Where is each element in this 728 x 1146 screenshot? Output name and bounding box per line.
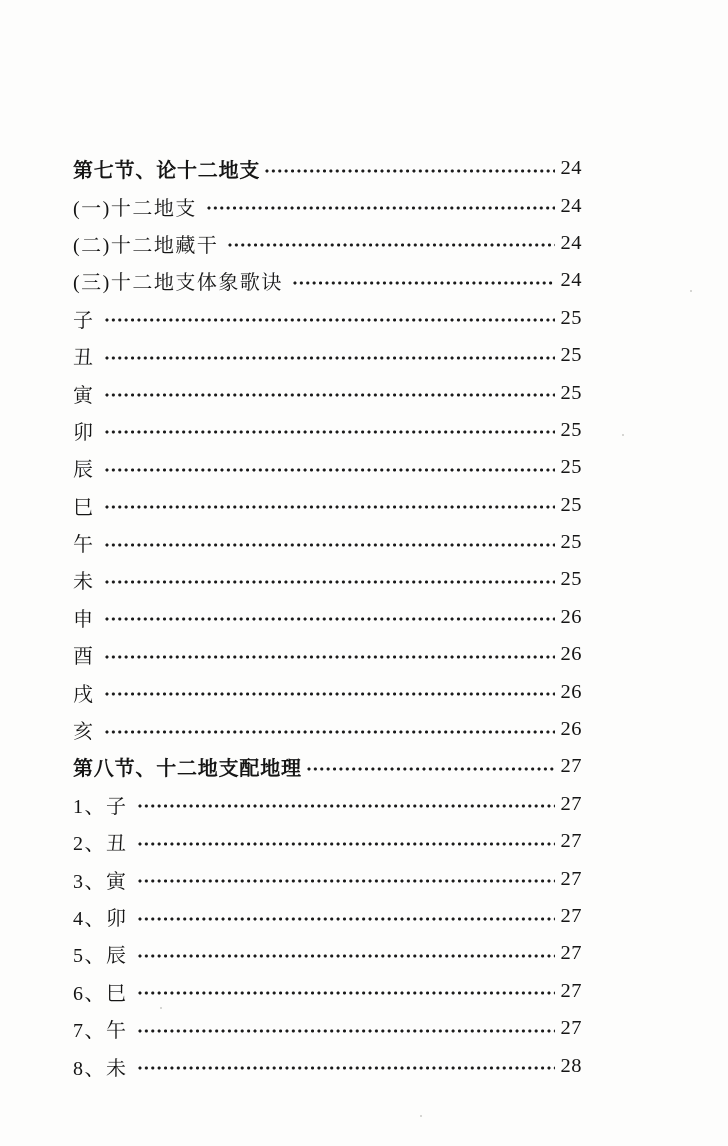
toc-entry [73,225,582,262]
toc-entry [73,748,582,785]
dot-leader [104,729,556,735]
dot-leader [137,1065,556,1071]
toc-entry-page: 25 [560,306,582,329]
toc-entry-label: 6、巳 [73,982,128,1005]
toc-entry-page: 25 [560,344,582,367]
toc-entry [73,599,582,636]
toc-entry-label: 7、午 [73,1020,128,1043]
toc-entry-page: 28 [560,1054,582,1077]
toc-list [73,150,582,1085]
toc-entry [73,1047,582,1084]
toc-entry-page: 27 [560,942,582,965]
toc-entry-page: 27 [560,755,582,778]
scan-speck [690,290,692,292]
toc-entry-page: 27 [560,979,582,1002]
toc-entry-label: 未 [73,571,95,594]
toc-entry-label: 2、丑 [73,833,128,856]
toc-entry-page: 24 [560,231,582,254]
dot-leader [104,616,556,622]
toc-entry [73,524,582,561]
toc-entry-page: 26 [560,680,582,703]
dot-leader [104,542,556,548]
toc-entry [73,412,582,449]
toc-entry-page: 27 [560,905,582,927]
dot-leader [104,691,556,697]
toc-entry-label: 1、子 [73,795,128,818]
toc-entry-page: 25 [560,493,582,516]
toc-entry-label: 3、寅 [73,870,128,893]
toc-entry-page: 26 [560,643,582,666]
toc-entry-label: (三)十二地支体象歌诀 [73,272,283,295]
toc-entry-label: 子 [73,309,95,332]
toc-entry [73,973,582,1010]
toc-entry [73,150,582,187]
dot-leader [104,654,556,660]
toc-entry-page: 24 [560,194,582,217]
toc-entry-label: 丑 [73,347,95,370]
toc-entry-label: 申 [73,608,95,631]
scan-speck [622,434,624,436]
toc-entry-page: 27 [560,830,582,853]
toc-entry [73,337,582,374]
dot-leader [104,467,556,473]
dot-leader [292,280,555,286]
dot-leader [104,504,556,510]
toc-entry-page: 27 [560,792,582,815]
toc-entry [73,935,582,972]
toc-entry [73,374,582,411]
dot-leader [104,392,556,398]
dot-leader [104,429,556,435]
dot-leader [104,579,556,585]
toc-entry-page: 25 [560,456,582,479]
toc-entry-label: 巳 [73,496,95,519]
toc-entry-label: 第八节、十二地支配地理 [73,758,302,781]
toc-entry [73,561,582,598]
dot-leader [137,953,556,959]
toc-entry-page: 27 [560,1017,582,1040]
toc-entry-label: 4、卯 [73,908,128,930]
toc-entry [73,823,582,860]
toc-entry [73,786,582,823]
dot-leader [104,317,556,323]
toc-entry [73,262,582,299]
dot-leader [306,766,555,772]
dot-leader [137,841,556,847]
scan-speck [160,1007,162,1009]
toc-entry-label: (二)十二地藏干 [73,234,219,257]
toc-entry-label: 第七节、论十二地支 [73,160,261,183]
toc-entry-label: 亥 [73,721,95,744]
toc-entry-page: 26 [560,605,582,628]
toc-entry [73,673,582,710]
dot-leader [137,878,556,884]
toc-entry-label: 寅 [73,384,95,407]
dot-leader [137,803,556,809]
dot-leader [206,205,555,211]
toc-entry-label: 卯 [73,421,95,444]
toc-entry-page: 25 [560,381,582,404]
scan-speck [420,1115,422,1117]
toc-entry-page: 24 [560,269,582,292]
toc-entry-page: 27 [560,867,582,890]
toc-entry-label: 辰 [73,459,95,482]
toc-entry [73,860,582,897]
toc-entry-label: 5、辰 [73,945,128,968]
toc-entry-label: (一)十二地支 [73,197,197,220]
toc-entry [73,300,582,337]
toc-entry-label: 戌 [73,683,95,706]
toc-entry-page: 25 [560,418,582,441]
toc-entry-label: 8、未 [73,1057,128,1080]
toc-entry-page: 25 [560,568,582,591]
dot-leader [104,355,556,361]
toc-entry [73,636,582,673]
toc-entry [73,187,582,224]
toc-entry [73,449,582,486]
toc-entry [73,898,582,935]
dot-leader [227,242,555,248]
toc-entry-page: 26 [560,718,582,741]
dot-leader [264,168,555,174]
dot-leader [137,1028,556,1034]
toc-entry [73,487,582,524]
toc-entry [73,711,582,748]
toc-entry-page: 24 [560,157,582,180]
toc-entry-label: 酉 [73,646,95,669]
toc-entry-label: 午 [73,534,95,557]
dot-leader [137,916,556,922]
dot-leader [137,990,556,996]
toc-entry [73,1010,582,1047]
toc-entry-page: 25 [560,531,582,554]
